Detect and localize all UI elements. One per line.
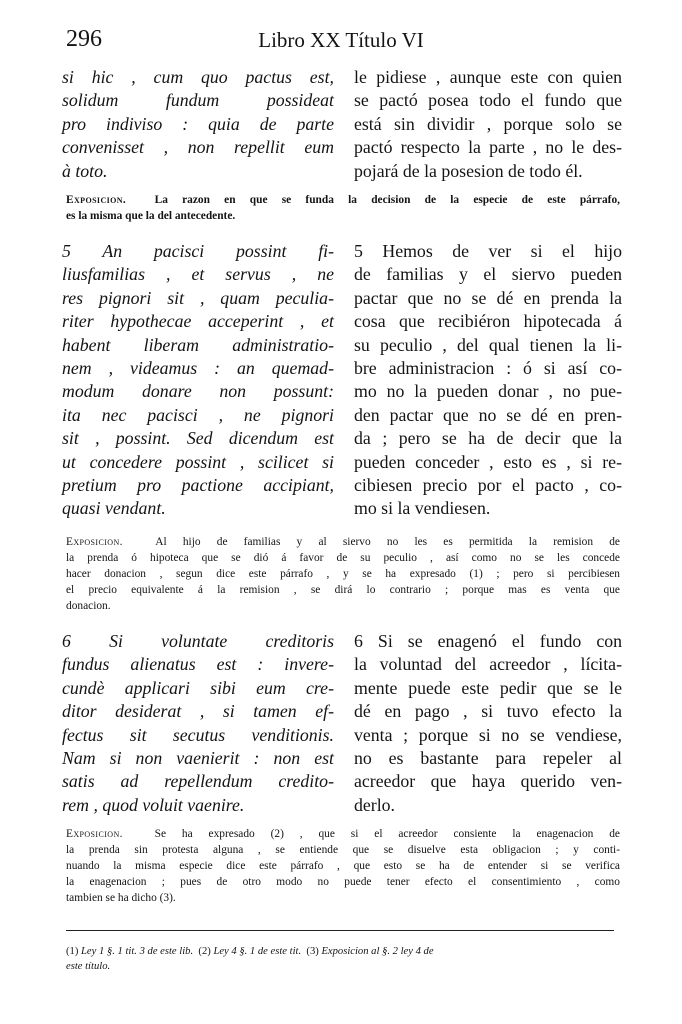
latin-line: rem , quod voluit vaenire. (62, 794, 245, 815)
footnotes (66, 944, 618, 974)
running-head: Libro XX Título VI (258, 28, 424, 52)
spanish-line: no es bastante para repeler al (354, 747, 622, 768)
exposicion-1 (66, 192, 620, 224)
latin-line: solidum fundum possideat (62, 90, 334, 111)
exposicion-text: Al hijo de familias y al siervo no les es permitida la remision de (155, 536, 620, 548)
spanish-line: bre administracion : ó si así co- (354, 357, 622, 378)
latin-column (62, 240, 334, 521)
latin-line: ut concedere possint , scilicet si (62, 451, 334, 472)
spanish-line: la voluntad del acreedor , lícita- (354, 654, 622, 675)
paragraph-continuation (62, 66, 622, 186)
latin-line: cundè applicari sibi eum cre- (62, 677, 334, 698)
exposicion-label: Exposicion. (66, 194, 127, 206)
exposicion-text: nuando la misma especie dice este párrafo , que esto se ha de entender si se verifica (66, 860, 620, 872)
spanish-line: venta ; porque si no se vendiese, (354, 724, 622, 745)
footnote-mark: (1) (66, 946, 79, 957)
spanish-column (354, 240, 622, 521)
spanish-line: su peculio , del qual tienen la li- (354, 334, 622, 355)
spanish-line: de familias y el siervo pueden (354, 264, 622, 285)
exposicion-text: tambien se ha dicho (3). (66, 892, 176, 904)
latin-line: fundus alienatus est : invere- (62, 654, 334, 675)
exposicion-text: el precio equivalente á la remision , se dirá lo contrario ; porque mas es venta que (66, 584, 620, 596)
footnote-mark: (2) (198, 946, 211, 957)
spanish-line: pactó respecto la parte , no le des- (354, 137, 622, 158)
spanish-line: 5 Hemos de ver si el hijo (354, 241, 622, 261)
exposicion-5 (66, 534, 620, 614)
page-header (66, 26, 616, 56)
latin-line: pro indiviso : quia de parte (62, 113, 334, 134)
latin-line: sit , possint. Sed dicendum est (62, 428, 334, 449)
spanish-line: derlo. (354, 794, 395, 815)
exposicion-text: donacion. (66, 600, 111, 612)
latin-line: liusfamilias , et servus , ne (62, 264, 334, 285)
footnote-text: Ley 4 §. 1 de este tit. (213, 946, 302, 957)
exposicion-text: la prenda sin protesta alguna , se entiende que se disuelve esta obligacion ; y conti- (66, 844, 620, 856)
latin-line: modum donare non possunt: (62, 381, 334, 402)
latin-line: convenisset , non repellit eum (62, 137, 334, 158)
latin-line: si hic , cum quo pactus est, (62, 67, 334, 87)
exposicion-text: la prenda ó hipoteca que se dió á favor de su peculio , así como no se les concede (66, 552, 620, 564)
footnote-rule (66, 930, 614, 931)
paragraph-6 (62, 630, 622, 825)
spanish-line: cibiesen precio por el pacto , co- (354, 474, 622, 495)
latin-line: fectus sit secutus venditionis. (62, 724, 334, 745)
spanish-line: da ; pero se ha de decir que la (354, 428, 622, 449)
exposicion-label: Exposicion. (66, 828, 123, 840)
latin-column (62, 66, 334, 183)
exposicion-text: Se ha expresado (2) , que si el acreedor consiente la enagenacion de (154, 828, 620, 840)
spanish-column (354, 630, 622, 817)
latin-line: res pignori sit , quam peculia- (62, 287, 334, 308)
spanish-line: pactar que no se dé en prenda la (354, 287, 622, 308)
spanish-column (354, 66, 622, 183)
latin-line: 6 Si voluntate creditoris (62, 631, 334, 651)
latin-line: habent liberam administratio- (62, 334, 334, 355)
spanish-line: le pidiese , aunque este con quien (354, 67, 622, 87)
latin-line: 5 An pacisci possint fi- (62, 241, 334, 261)
latin-column (62, 630, 334, 817)
exposicion-text: es la misma que la del antecedente. (66, 210, 236, 222)
exposicion-label: Exposicion. (66, 536, 123, 548)
footnote-text: Ley 1 §. 1 tit. 3 de este lib. (81, 946, 194, 957)
paragraph-5 (62, 240, 622, 530)
spanish-line: 6 Si se enagenó el fundo con (354, 631, 622, 651)
spanish-line: dé en pago , si tuvo efecto la (354, 701, 622, 722)
latin-line: ditor desiderat , si tamen ef- (62, 701, 334, 722)
exposicion-text: La razon en que se funda la decision de la especie de este párrafo, (154, 194, 621, 206)
spanish-line: mente puede este pedir que se le (354, 677, 622, 698)
page-number: 296 (66, 26, 102, 52)
latin-line: quasi vendant. (62, 498, 166, 519)
spanish-line: está sin dividir , porque solo se (354, 113, 622, 134)
spanish-line: den pactar que no se dé en pren- (354, 404, 622, 425)
spanish-line: mo no la pueden donar , no pue- (354, 381, 622, 402)
exposicion-6 (66, 826, 620, 906)
spanish-line: pueden conceder , esto es , si re- (354, 451, 622, 472)
latin-line: ita nec pacisci , ne pignori (62, 404, 334, 425)
exposicion-text: la enagenacion ; pues de otro modo no puede tener efecto el consentimiento , como (66, 876, 620, 888)
spanish-line: pojará de la posesion de todo él. (354, 160, 583, 181)
latin-line: à toto. (62, 160, 108, 181)
spanish-line: mo si la vendiesen. (354, 498, 491, 519)
spanish-line: se pactó posea todo el fundo que (354, 90, 622, 111)
spanish-line: cosa que recibiéron hipotecada á (354, 311, 622, 332)
footnote-text: Exposicion al §. 2 ley 4 de (321, 946, 434, 957)
latin-line: pretium pro pactione accipiant, (62, 474, 334, 495)
latin-line: Nam si non vaenierit : non est (62, 747, 334, 768)
latin-line: nem , videamus : an quemad- (62, 357, 334, 378)
footnote-mark: (3) (306, 946, 319, 957)
exposicion-text: hacer donacion , segun dice este párrafo , y se ha expresado (1) ; pero si percibiesen (66, 568, 620, 580)
latin-line: riter hypothecae acceperint , et (62, 311, 334, 332)
latin-line: satis ad repellendum credito- (62, 771, 334, 792)
footnote-text: este título. (66, 961, 111, 972)
spanish-line: acreedor que haya querido ven- (354, 771, 622, 792)
